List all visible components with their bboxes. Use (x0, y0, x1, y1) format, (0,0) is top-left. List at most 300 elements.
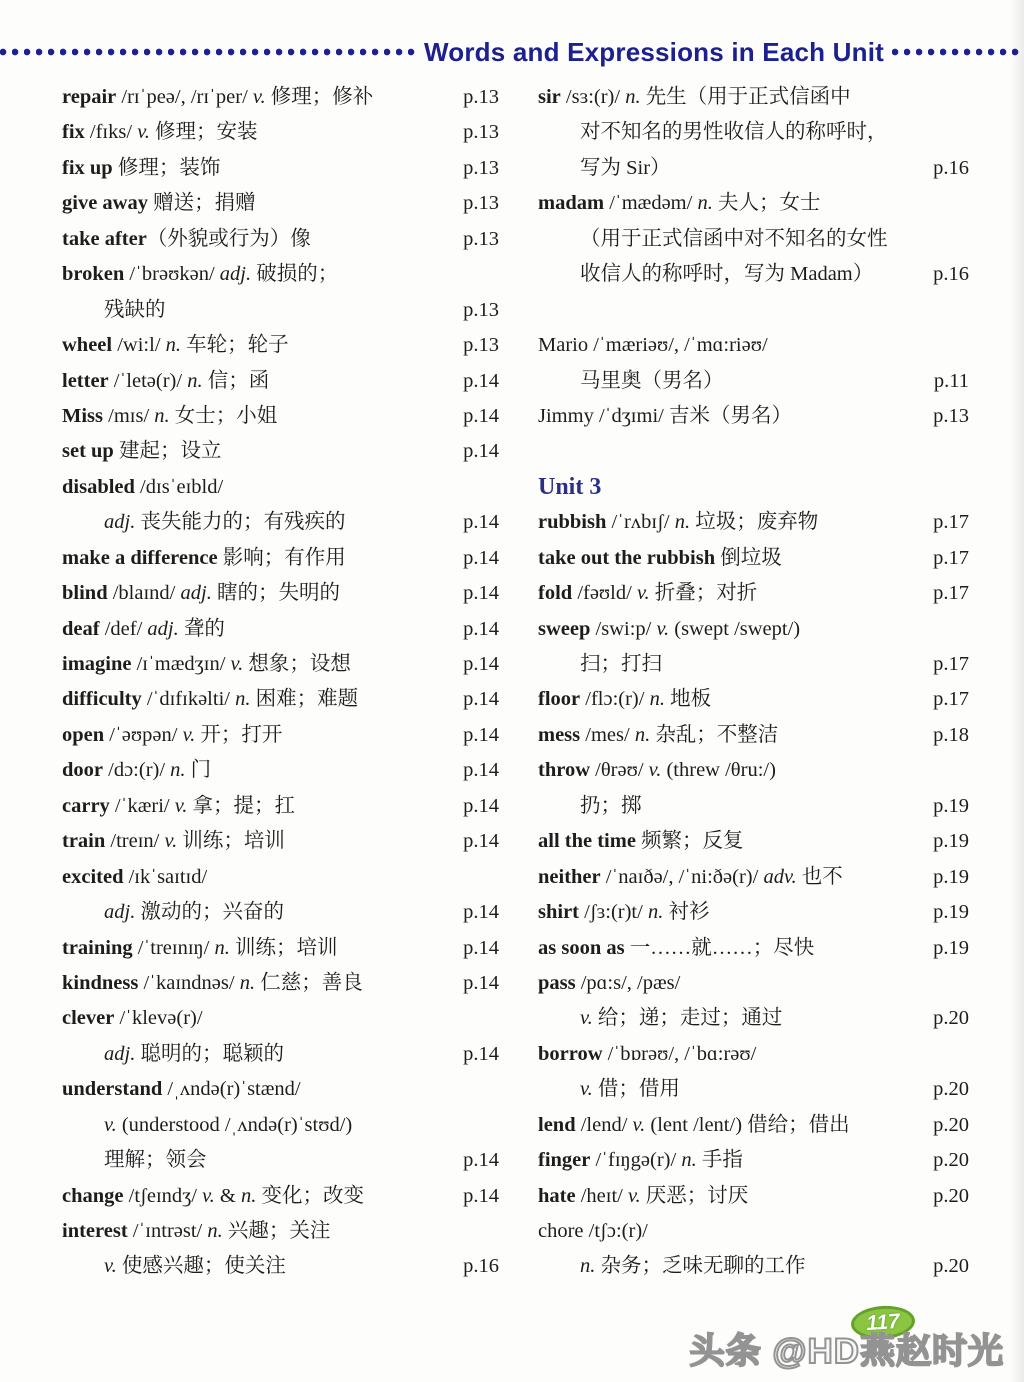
entry-text (538, 1214, 648, 1249)
entry-fragment: /θrəʊ/ (590, 759, 649, 782)
headword: wheel (62, 334, 113, 357)
vocab-line (538, 1143, 969, 1178)
vocab-line (538, 1001, 969, 1036)
entry-fragment: /dɔ:(r)/ (103, 759, 171, 782)
entry-fragment: /fəʊld/ (572, 582, 637, 605)
entry-text (538, 505, 818, 540)
vocab-line (538, 1214, 969, 1249)
page-title: Words and Expressions in Each Unit (424, 36, 884, 67)
entry-text (538, 860, 843, 895)
pos-label: adj. (219, 263, 252, 286)
entry-fragment: 也不 (796, 865, 843, 888)
entry-text (62, 647, 351, 682)
page-ref: p.20 (933, 1078, 969, 1101)
entry-text (62, 470, 223, 505)
page-ref: p.20 (933, 1149, 969, 1172)
page-ref: p.19 (933, 901, 969, 924)
entry-fragment: /ˈdɪfɪkəlti/ (141, 688, 236, 711)
vocab-line (538, 931, 969, 966)
entry-text (62, 364, 269, 399)
entry-fragment: 夫人；女士 (712, 192, 821, 215)
pos-label: v. (648, 759, 662, 782)
pos-label: n. (240, 1184, 257, 1207)
unit-heading: Unit 3 (538, 473, 602, 500)
entry-fragment: 频繁；反复 (635, 830, 744, 853)
pos-label: n. (187, 369, 203, 392)
headword: mess (538, 723, 581, 746)
pos-label: v. (164, 830, 178, 853)
page-ref: p.19 (933, 794, 969, 817)
page-ref: p.18 (933, 723, 969, 746)
page-ref: p.20 (933, 1007, 969, 1030)
entry-fragment: /blaɪnd/ (107, 582, 181, 605)
headword: madam (538, 192, 605, 215)
pos-label: v. (104, 1113, 117, 1136)
headword: disabled (62, 475, 135, 498)
entry-fragment: /heɪt/ (575, 1184, 628, 1207)
headword: make a difference (62, 546, 218, 569)
entry-fragment: 衬衫 (663, 901, 710, 924)
entry-fragment: 赠送；捐赠 (147, 192, 256, 215)
page-ref: p.14 (463, 1042, 499, 1065)
entry-text (62, 966, 363, 1001)
page-ref: p.16 (933, 263, 969, 286)
headword: understand (62, 1078, 163, 1101)
entry-fragment: /swi:p/ (590, 617, 657, 640)
entry-fragment: /ˈfɪŋgə(r)/ (590, 1149, 682, 1172)
headword: fix (62, 121, 85, 144)
entry-text (538, 682, 711, 717)
entry-text (538, 612, 800, 647)
entry-text (62, 1037, 284, 1072)
entry-text (62, 789, 295, 824)
entry-text (538, 576, 757, 611)
entry-text (538, 1072, 680, 1107)
entry-fragment: /rɪˈpeə/, /rɪˈper/ (116, 86, 253, 108)
entry-fragment: /sɜ:(r)/ (560, 86, 626, 108)
page-ref: p.13 (463, 121, 499, 144)
pos-label: n. (154, 404, 170, 427)
page-ref: p.13 (463, 156, 499, 179)
page-ref: p.14 (463, 794, 499, 817)
entry-fragment: 倒垃圾 (715, 546, 782, 569)
headword: train (62, 830, 106, 853)
entry-text (538, 647, 662, 682)
vocab-line (62, 789, 499, 824)
vocab-line (538, 612, 969, 647)
pos-label: v. (580, 1078, 593, 1101)
vocab-line (538, 1108, 969, 1143)
vocab-line (62, 931, 499, 966)
entry-text (538, 364, 724, 399)
page-ref: p.17 (933, 546, 969, 569)
vocab-line (62, 647, 499, 682)
entry-text (538, 895, 709, 930)
vocab-line (62, 1143, 499, 1178)
headword: letter (62, 369, 109, 392)
blank-line (538, 293, 969, 328)
entry-fragment: 修理；修补 (265, 86, 374, 108)
page-ref: p.19 (933, 830, 969, 853)
page-ref: p.14 (463, 1184, 499, 1207)
pos-label: n. (647, 901, 664, 924)
dotted-rule-left (0, 48, 416, 56)
entry-text (538, 966, 680, 1001)
blank-line (538, 434, 969, 469)
entry-text (538, 1108, 850, 1143)
pos-label: adv. (763, 865, 797, 888)
vocab-line (538, 1037, 969, 1072)
entry-fragment: /dɪsˈeɪbld/ (134, 475, 224, 498)
entry-text (62, 612, 225, 647)
entry-text (538, 222, 888, 257)
pos-label: v. (252, 86, 266, 108)
vocab-line (538, 1249, 969, 1284)
entry-fragment: 一……就……；尽快 (624, 936, 815, 959)
pos-label: v. (627, 1184, 641, 1207)
vocab-line (538, 576, 969, 611)
headword: imagine (62, 653, 132, 675)
vocab-line (538, 895, 969, 930)
entry-fragment: /ˈbrəʊkən/ (124, 263, 220, 286)
page-ref: p.14 (463, 759, 499, 782)
entry-fragment: 破损的； (251, 263, 339, 286)
entry-fragment: /mes/ (580, 723, 635, 746)
entry-text (62, 505, 345, 540)
headword: give away (62, 192, 148, 215)
entry-fragment: 写为 Sir） (580, 156, 671, 179)
page-ref: p.11 (933, 369, 969, 392)
vocab-line (538, 222, 969, 257)
entry-fragment: (swept /swept/) (669, 617, 801, 640)
unit-heading-row (538, 470, 969, 505)
headword: floor (538, 688, 581, 711)
entry-fragment: 给；递；走过；通过 (592, 1007, 783, 1030)
entry-fragment: 影响；有作用 (217, 546, 346, 569)
pos-label: n. (625, 86, 641, 108)
vocab-line (62, 1108, 499, 1143)
entry-text (538, 931, 814, 966)
headword: sweep (538, 617, 591, 640)
vocab-line (62, 1001, 499, 1036)
entry-fragment: /ʃɜ:(r)t/ (579, 901, 648, 924)
entry-fragment: /ɪkˈsaɪtɪd/ (123, 865, 208, 888)
entry-fragment: 困难；难题 (250, 688, 359, 711)
vocab-line (62, 541, 499, 576)
entry-text (62, 895, 284, 930)
page-ref: p.14 (463, 582, 499, 605)
entry-text (62, 718, 282, 753)
vocab-line (538, 399, 969, 434)
headword: sir (538, 86, 561, 108)
vocab-line (62, 328, 499, 363)
pos-label: n. (697, 192, 713, 215)
vocab-line (62, 115, 499, 150)
vocab-line (538, 718, 969, 753)
vocab-line (62, 186, 499, 221)
pos-label: v. (580, 1007, 593, 1030)
entry-text (62, 328, 289, 363)
entry-text (538, 328, 768, 363)
vocab-line (538, 505, 969, 540)
entry-fragment: 训练；培训 (177, 830, 285, 853)
vocab-line (538, 860, 969, 895)
entry-fragment: /def/ (99, 617, 148, 640)
vocab-line (62, 364, 499, 399)
vocab-line (62, 895, 499, 930)
entry-text (62, 1143, 207, 1178)
entry-fragment: /treɪn/ (105, 830, 165, 853)
pos-label: adj. (104, 1042, 136, 1065)
entry-fragment: 门 (185, 759, 212, 782)
headword: fix up (62, 156, 113, 179)
entry-fragment: 信；函 (202, 369, 270, 392)
vocab-line (538, 80, 969, 115)
entry-text (538, 1037, 756, 1072)
vocab-line (538, 1179, 969, 1214)
entry-fragment: 训练；培训 (229, 936, 338, 959)
pos-label: v. (202, 1184, 215, 1207)
headword: blind (62, 582, 108, 605)
vocab-line (538, 115, 969, 150)
headword: broken (62, 263, 125, 286)
watermark: 头条 @HD燕赵时光 (689, 1332, 1004, 1371)
headword: repair (62, 86, 117, 108)
pos-label: n. (235, 688, 251, 711)
page-ref: p.14 (463, 1149, 499, 1172)
entry-fragment: 对不知名的男性收信人的称呼时， (580, 121, 888, 144)
page-ref: p.20 (933, 1113, 969, 1136)
headword: take out the rubbish (538, 546, 716, 569)
entry-fragment: 开；打开 (195, 723, 283, 746)
entry-fragment: 修理；安装 (149, 121, 258, 144)
dotted-rule-right (892, 48, 1024, 56)
page-ref: p.14 (463, 688, 499, 711)
pos-label: n. (214, 936, 230, 959)
entry-fragment: /ˈɪntrəst/ (127, 1220, 208, 1242)
headword: take after (62, 227, 147, 250)
entry-fragment: 折叠；对折 (649, 582, 758, 605)
vocab-line (538, 647, 969, 682)
page-ref: p.13 (463, 86, 499, 108)
entry-fragment: Mario /ˈmæriəʊ/, /ˈmɑ:riəʊ/ (538, 334, 768, 357)
pos-label: v. (137, 121, 150, 144)
entry-fragment: /ˈletə(r)/ (108, 369, 188, 392)
entry-fragment: 垃圾；废弃物 (690, 511, 819, 534)
entry-fragment: 扫；打扫 (580, 653, 662, 675)
entry-fragment: /mɪs/ (103, 404, 155, 427)
entry-fragment: /fɪks/ (84, 121, 138, 144)
vocab-line (62, 1072, 499, 1107)
entry-fragment: 收信人的称呼时，写为 Madam） (580, 263, 874, 286)
pos-label: v. (230, 653, 244, 675)
pos-label: n. (674, 511, 691, 534)
entry-text (538, 753, 776, 788)
vocab-line (62, 151, 499, 186)
entry-fragment: /ˈnaɪðə/, /ˈni:ðə(r)/ (600, 865, 764, 888)
vocab-column-left (62, 80, 499, 1285)
entry-text (62, 931, 338, 966)
vocab-line (538, 682, 969, 717)
vocab-line (62, 257, 499, 292)
entry-text (62, 1108, 352, 1143)
headword: hate (538, 1184, 576, 1207)
page-ref: p.17 (933, 582, 969, 605)
entry-fragment: /ˈəʊpən/ (104, 723, 183, 746)
entry-text (538, 80, 851, 115)
vocab-line (62, 682, 499, 717)
entry-text (62, 576, 340, 611)
entry-text (538, 1249, 806, 1284)
entry-fragment: /ˈmædəm/ (604, 192, 698, 215)
vocab-line (62, 505, 499, 540)
entry-fragment: /ˈtreɪnɪŋ/ (132, 936, 215, 959)
vocab-line (538, 1072, 969, 1107)
headword: excited (62, 865, 124, 888)
headword: all the time (538, 830, 636, 853)
entry-fragment: (understood /ˌʌndə(r)ˈstʊd/) (116, 1113, 353, 1136)
headword: Miss (62, 404, 103, 427)
pos-label: v. (632, 1113, 646, 1136)
vocab-line (62, 1249, 499, 1284)
entry-text (62, 1072, 301, 1107)
vocab-line (62, 1179, 499, 1214)
headword: shirt (538, 901, 579, 924)
pos-label: v. (182, 723, 196, 746)
entry-fragment: (threw /θru:/) (661, 759, 776, 782)
entry-fragment: 杂乱；不整洁 (650, 723, 779, 746)
vocab-line (538, 151, 969, 186)
headword: set up (62, 440, 114, 463)
page-ref: p.13 (463, 227, 499, 250)
entry-fragment: 仁慈；善良 (255, 971, 363, 994)
page-ref: p.13 (463, 298, 499, 321)
entry-fragment: 瞎的；失明的 (211, 582, 340, 605)
headword: borrow (538, 1042, 603, 1065)
pos-label: adj. (180, 582, 212, 605)
entry-text (62, 399, 277, 434)
entry-fragment: （用于正式信函中对不知名的女性 (580, 227, 888, 250)
entry-text (62, 115, 258, 150)
vocab-line (62, 860, 499, 895)
page-number-badge: 117 (850, 1304, 916, 1341)
entry-text (62, 753, 211, 788)
headword: door (62, 759, 103, 782)
entry-text (538, 541, 782, 576)
pos-label: v. (174, 794, 188, 817)
entry-text (538, 1001, 782, 1036)
entry-fragment: 理解；领会 (104, 1149, 207, 1172)
entry-text (538, 718, 778, 753)
page-ref: p.14 (463, 723, 499, 746)
entry-text (538, 151, 671, 186)
entry-fragment: 兴趣；关注 (222, 1220, 331, 1242)
pos-label: v. (104, 1255, 117, 1278)
pos-label: v. (656, 617, 670, 640)
headword: pass (538, 971, 576, 994)
entry-text (62, 1214, 330, 1249)
entry-fragment: 聪明的；聪颖的 (135, 1042, 284, 1065)
page-ref: p.17 (933, 653, 969, 675)
entry-fragment: 马里奥（男名） (580, 369, 724, 392)
entry-fragment: 残缺的 (104, 298, 166, 321)
entry-fragment: /pɑ:s/, /pæs/ (575, 971, 681, 994)
vocab-line (62, 753, 499, 788)
headword: rubbish (538, 511, 607, 534)
page-ref: p.14 (463, 440, 499, 463)
entry-fragment: /ˈklevə(r)/ (114, 1007, 203, 1030)
entry-text (62, 80, 373, 115)
headword: deaf (62, 617, 100, 640)
entry-text (62, 222, 311, 257)
entry-fragment: 车轮；轮子 (181, 334, 289, 357)
vocab-line (62, 824, 499, 859)
entry-fragment: /tʃeɪndʒ/ (123, 1184, 203, 1207)
entry-fragment: 拿；提；扛 (187, 794, 296, 817)
entry-fragment: & (214, 1184, 241, 1207)
entry-fragment: 先生（用于正式信函中 (640, 86, 851, 108)
headword: neither (538, 865, 601, 888)
entry-fragment: 借；借用 (592, 1078, 680, 1101)
entry-fragment: /ˈrʌbɪʃ/ (606, 511, 675, 534)
entry-fragment: 使感兴趣；使关注 (116, 1255, 286, 1278)
headword: throw (538, 759, 591, 782)
page-ref: p.19 (933, 865, 969, 888)
vocab-line (538, 824, 969, 859)
entry-fragment: Jimmy /ˈdʒɪmi/ 吉米（男名） (538, 404, 792, 427)
vocab-line (62, 399, 499, 434)
vocab-line (62, 470, 499, 505)
page-ref: p.14 (463, 546, 499, 569)
pos-label: adj. (104, 511, 136, 534)
entry-text (538, 1143, 743, 1178)
page-ref: p.13 (463, 334, 499, 357)
entry-text (538, 399, 792, 434)
entry-text (62, 824, 285, 859)
vocab-line (538, 966, 969, 1001)
entry-text (62, 151, 220, 186)
page-ref: p.14 (463, 404, 499, 427)
entry-fragment: /ˈkaɪndnəs/ (138, 971, 240, 994)
page-ref: p.16 (463, 1255, 499, 1278)
headword: open (62, 723, 105, 746)
entry-fragment: /ˈbɒrəʊ/, /ˈbɑ:rəʊ/ (602, 1042, 757, 1065)
pos-label: n. (239, 971, 256, 994)
headword: difficulty (62, 688, 142, 711)
vocab-line (538, 753, 969, 788)
entry-fragment: 丧失能力的；有残疾的 (135, 511, 346, 534)
vocab-line (62, 293, 499, 328)
page-header (0, 38, 1024, 66)
entry-fragment: 激动的；兴奋的 (135, 901, 284, 924)
page-ref: p.14 (463, 369, 499, 392)
entry-fragment: 想象；设想 (243, 653, 351, 675)
page-ref: p.14 (463, 971, 499, 994)
vocab-line (62, 80, 499, 115)
entry-fragment: 手指 (696, 1149, 743, 1172)
entry-fragment: /lend/ (575, 1113, 633, 1136)
page-ref: p.14 (463, 936, 499, 959)
headword: clever (62, 1007, 115, 1030)
page-ref: p.16 (933, 156, 969, 179)
entry-fragment: /ˌʌndə(r)ˈstænd/ (162, 1078, 301, 1101)
vocab-line (538, 257, 969, 292)
page-ref: p.17 (933, 511, 969, 534)
entry-fragment: /ɪˈmædʒɪn/ (131, 653, 231, 675)
page-ref: p.13 (933, 404, 969, 427)
entry-text (62, 257, 338, 292)
headword: kindness (62, 971, 139, 994)
